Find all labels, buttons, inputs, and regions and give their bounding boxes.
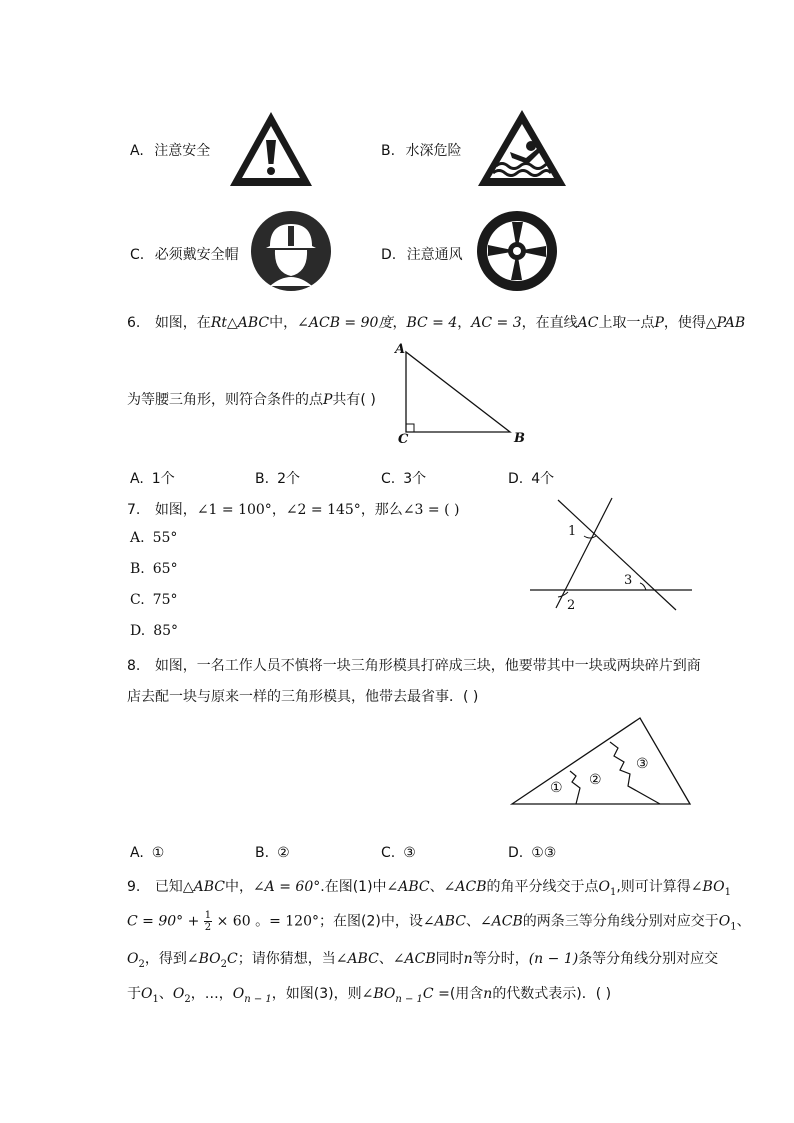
math: △ xyxy=(705,315,717,331)
math: ∠1 = 100° xyxy=(196,502,272,518)
q9-stem-line3 xyxy=(127,948,718,970)
option-text: 75° xyxy=(152,592,178,608)
math: ∠ABC xyxy=(422,913,466,930)
text: 如图，一名工作人员不慎将一块三角形模具打碎成三块，他要带其中一块或两块碎片到商 xyxy=(154,658,701,674)
option-label: D. xyxy=(508,845,524,861)
option-label: C. xyxy=(130,247,145,263)
math: △ xyxy=(226,315,238,331)
math: O xyxy=(172,986,185,1002)
q6-option-d xyxy=(508,468,554,488)
text: 等分时， xyxy=(472,951,529,967)
option-label: D. xyxy=(508,471,524,487)
right-angle-mark xyxy=(406,424,414,432)
subscript: 2 xyxy=(220,958,227,970)
text: 共有( ) xyxy=(332,392,376,408)
option-text: 必须戴安全帽 xyxy=(154,247,239,263)
q9-stem-line1 xyxy=(127,876,731,898)
option-label: B. xyxy=(255,845,270,861)
option-label: B. xyxy=(130,561,145,577)
math: O xyxy=(718,913,731,930)
text: 、 xyxy=(429,879,444,895)
text: 、 xyxy=(465,913,480,930)
q8-stem-line1 xyxy=(127,655,701,675)
fraction xyxy=(204,910,212,933)
q5-option-c xyxy=(130,244,239,264)
text: 条等分角线分别对应交 xyxy=(578,951,719,967)
q6-option-b xyxy=(255,468,300,488)
q5-option-d xyxy=(381,244,463,264)
option-label: D. xyxy=(130,623,146,639)
q8-stem-line2 xyxy=(127,686,478,706)
text: 为等腰三角形，则符合条件的点 xyxy=(127,392,323,408)
math: ∠A = 60° xyxy=(252,879,321,895)
option-label: D. xyxy=(381,247,397,263)
q9-stem-line2 xyxy=(127,910,751,933)
option-label: C. xyxy=(381,471,396,487)
ventilation-fan-icon xyxy=(476,210,558,292)
math: C = 90° + xyxy=(127,913,200,930)
option-label: C. xyxy=(381,845,396,861)
vertex-label-a: A xyxy=(395,342,406,357)
q8-option-d xyxy=(508,845,556,861)
subscript: 2 xyxy=(184,993,191,1005)
math: n xyxy=(483,986,493,1002)
math: O xyxy=(141,986,153,1002)
text: ， xyxy=(457,315,472,331)
math: O xyxy=(127,951,139,967)
subscript: 1 xyxy=(724,886,731,898)
text: ，得到 xyxy=(144,951,187,967)
q5-option-b xyxy=(381,140,462,160)
text: 中， xyxy=(269,315,298,331)
text: 店去配一块与原来一样的三角形模具，他带去最省事．( ) xyxy=(127,689,479,705)
q6-stem-line1 xyxy=(127,312,745,332)
math: Rt xyxy=(210,315,227,331)
line-left xyxy=(556,498,612,608)
angle-1-arc xyxy=(584,536,596,538)
q8-option-c xyxy=(381,845,416,861)
text: ，…， xyxy=(190,986,233,1002)
math: ∠ACB xyxy=(479,913,523,930)
option-label: B. xyxy=(255,471,270,487)
triangle-abc xyxy=(406,352,510,432)
angle-label-2: 2 xyxy=(567,598,576,613)
math: △ABC xyxy=(182,879,225,895)
piece-label-3: ③ xyxy=(636,756,649,772)
fraction-denominator: 2 xyxy=(204,922,212,933)
text: ；请你猜想，当 xyxy=(237,951,336,967)
q6-stem-line2 xyxy=(127,389,376,409)
math: n xyxy=(463,951,473,967)
math: ∠ACB xyxy=(443,879,487,895)
math: ∠BO xyxy=(186,951,221,967)
text: 中， xyxy=(224,879,253,895)
option-text: 65° xyxy=(152,561,178,577)
q6-option-c xyxy=(381,468,426,488)
line-right xyxy=(558,500,676,610)
option-text: ② xyxy=(277,845,290,861)
subscript: 1 xyxy=(152,993,159,1005)
question-number: 8. xyxy=(127,658,141,674)
math: ∠ACB = 90度 xyxy=(297,315,393,331)
option-text: ③ xyxy=(403,845,416,861)
option-label: C. xyxy=(130,592,145,608)
math: AC xyxy=(577,315,599,331)
math: ABC xyxy=(237,315,270,331)
option-text: ① xyxy=(151,845,165,861)
math: ∠BO xyxy=(361,986,396,1002)
q7-option-c xyxy=(130,592,178,608)
math: BC = 4 xyxy=(406,315,458,331)
text: 的两条三等分角线分别对应交于 xyxy=(522,913,719,930)
q8-broken-triangle-figure xyxy=(510,716,694,808)
exclamation-warning-triangle-icon xyxy=(228,110,314,188)
option-text: 注意通风 xyxy=(406,247,463,263)
angle-3-arc xyxy=(640,583,646,590)
option-label: A. xyxy=(130,845,144,861)
q8-option-a xyxy=(130,845,164,861)
option-label: A. xyxy=(130,471,144,487)
q7-option-b xyxy=(130,561,178,577)
text: 已知 xyxy=(154,879,183,895)
math: × 60 。= 120° xyxy=(216,913,319,930)
question-number: 9. xyxy=(127,879,141,895)
math: ∠ABC xyxy=(335,951,379,967)
q6-option-a xyxy=(130,468,175,488)
crack-line-1 xyxy=(570,771,580,804)
math: C xyxy=(227,951,238,967)
piece-label-2: ② xyxy=(589,772,602,788)
math: P xyxy=(654,315,664,331)
piece-label-1: ① xyxy=(550,780,563,796)
subscript: n − 1 xyxy=(395,993,423,1005)
math: (n − 1) xyxy=(528,951,579,967)
option-text: 3个 xyxy=(403,471,427,487)
deep-water-warning-triangle-icon xyxy=(476,108,568,188)
q8-option-b xyxy=(255,845,290,861)
subscript: 2 xyxy=(138,958,145,970)
q7-option-a xyxy=(130,530,177,546)
text: ， xyxy=(271,502,286,518)
text: 、 xyxy=(378,951,393,967)
option-text: 1个 xyxy=(151,471,175,487)
fraction-numerator: 1 xyxy=(204,910,212,921)
math: ∠ABC xyxy=(386,879,430,895)
option-label: B. xyxy=(381,143,396,159)
text: 的角平分线交于点 xyxy=(486,879,599,895)
question-number: 6. xyxy=(127,315,141,331)
q5-option-a xyxy=(130,140,210,160)
text: 上取一点 xyxy=(598,315,655,331)
triangle-outline xyxy=(512,718,690,804)
text: ， xyxy=(392,315,407,331)
math: C = xyxy=(422,986,450,1002)
text: 如图，在 xyxy=(154,315,211,331)
text: 、 xyxy=(736,913,751,930)
text: 于 xyxy=(127,986,141,1002)
subscript: 1 xyxy=(730,921,737,933)
math: P xyxy=(323,392,333,408)
text: ，在直线 xyxy=(521,315,578,331)
math: ∠2 = 145° xyxy=(285,502,361,518)
angle-label-1: 1 xyxy=(568,524,577,539)
crack-line-2 xyxy=(610,742,660,804)
text: 的代数式表示)．( ) xyxy=(492,986,612,1002)
math: PAB xyxy=(716,315,746,331)
option-text: 4个 xyxy=(531,471,555,487)
text: 如图， xyxy=(154,502,197,518)
text: 、 xyxy=(158,986,173,1002)
math: O xyxy=(598,879,610,895)
q6-right-triangle-figure xyxy=(392,342,532,452)
option-text: 55° xyxy=(152,530,178,546)
text: ,则可计算得 xyxy=(616,879,691,895)
text: ，使得 xyxy=(663,315,706,331)
math: ∠ACB xyxy=(392,951,436,967)
text: 同时 xyxy=(435,951,464,967)
subscript: n − 1 xyxy=(244,993,272,1005)
math: O xyxy=(232,986,245,1002)
subscript: 1 xyxy=(609,886,617,898)
option-text: 水深危险 xyxy=(405,143,462,159)
option-label: A. xyxy=(130,530,145,546)
option-text: 2个 xyxy=(277,471,300,487)
math: ∠3 = ( ) xyxy=(402,502,460,518)
q7-stem xyxy=(127,499,459,519)
vertex-label-c: C xyxy=(398,432,409,447)
text: (用含 xyxy=(449,986,484,1002)
math: AC = 3 xyxy=(471,315,522,331)
option-text: 注意安全 xyxy=(154,143,211,159)
text: .在图(1)中 xyxy=(320,879,387,895)
text: ；在图(2)中，设 xyxy=(318,913,423,930)
math: ∠BO xyxy=(690,879,725,895)
vertex-label-b: B xyxy=(514,431,525,446)
q7-option-d xyxy=(130,623,178,639)
text: ，如图(3)，则 xyxy=(271,986,362,1002)
q9-stem-line4 xyxy=(127,983,611,1005)
hard-hat-mandatory-icon xyxy=(250,210,332,292)
option-label: A. xyxy=(130,143,144,159)
option-text: 85° xyxy=(153,623,179,639)
q7-intersecting-lines-figure xyxy=(528,496,696,616)
text: ，那么 xyxy=(360,502,403,518)
option-text: ①③ xyxy=(531,845,557,861)
angle-label-3: 3 xyxy=(624,573,633,588)
question-number: 7. xyxy=(127,502,141,518)
